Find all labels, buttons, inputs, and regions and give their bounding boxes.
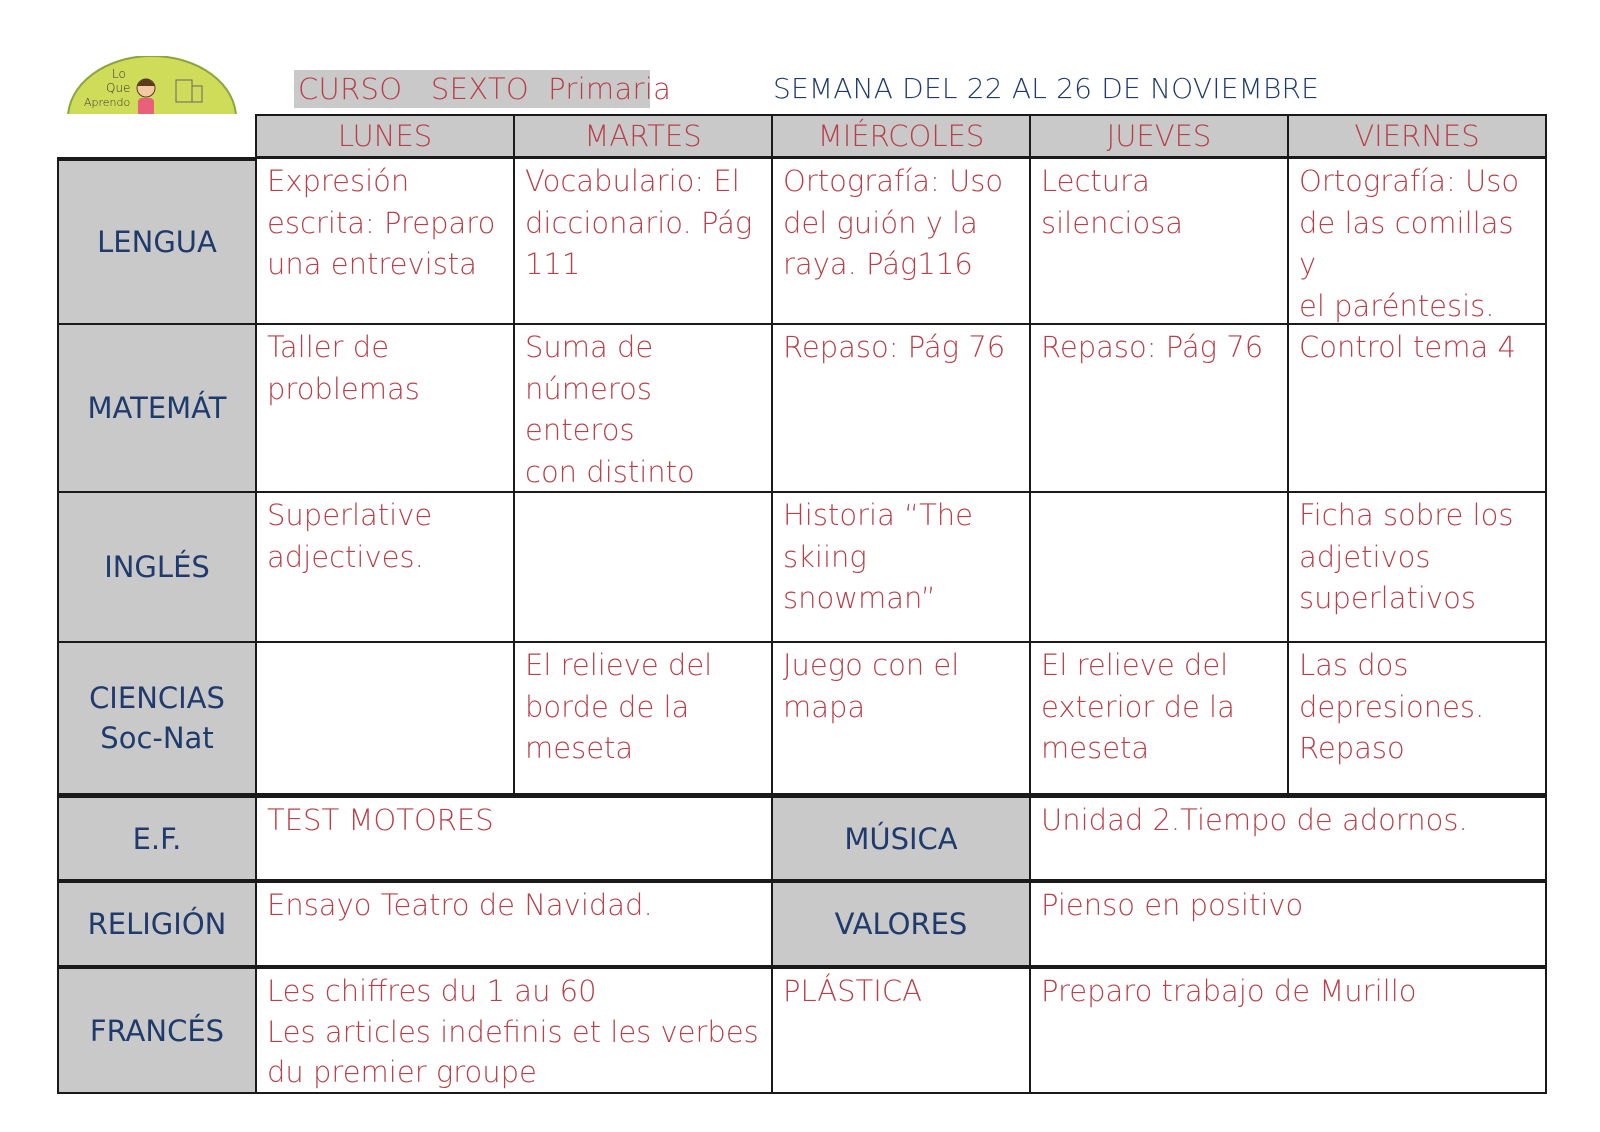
logo-text-3: Aprendo xyxy=(84,96,131,109)
lengua-viernes: Ortografía: Uso de las comillas y el paréntesis. xyxy=(1289,159,1547,325)
ingles-jueves xyxy=(1031,493,1289,643)
subject-matematicas: MATEMÁT xyxy=(57,325,257,493)
ingles-lunes: Superlative adjectives. xyxy=(257,493,515,643)
ciencias-martes: El relieve del borde de la meseta xyxy=(515,643,773,795)
matematicas-miercoles: Repaso: Pág 76 xyxy=(773,325,1031,493)
lengua-martes: Vocabulario: El diccionario. Pág 111 xyxy=(515,159,773,325)
subject-ciencias: CIENCIAS Soc-Nat xyxy=(57,643,257,795)
lengua-lunes: Expresión escrita: Preparo una entrevista xyxy=(257,159,515,325)
day-header-jueves: JUEVES xyxy=(1031,114,1289,159)
subject-valores: VALORES xyxy=(773,881,1031,967)
day-header-miercoles: MIÉRCOLES xyxy=(773,114,1031,159)
ingles-miercoles: Historia “The skiing snowman” xyxy=(773,493,1031,643)
course-label: CURSO SEXTO Primaria xyxy=(294,70,650,108)
day-header-martes: MARTES xyxy=(515,114,773,159)
musica-content: Unidad 2.Tiempo de adornos. xyxy=(1031,795,1547,881)
valores-content: Pienso en positivo xyxy=(1031,881,1547,967)
matematicas-lunes: Taller de problemas xyxy=(257,325,515,493)
lengua-jueves: Lectura silenciosa xyxy=(1031,159,1289,325)
subject-musica: MÚSICA xyxy=(773,795,1031,881)
logo-text-1: Lo xyxy=(112,67,126,81)
ingles-martes xyxy=(515,493,773,643)
religion-content: Ensayo Teatro de Navidad. xyxy=(257,881,773,967)
plastica-content: Preparo trabajo de Murillo xyxy=(1031,967,1547,1094)
ef-content: TEST MOTORES xyxy=(257,795,773,881)
frances-content: Les chiffres du 1 au 60 Les articles indefinis et les verbes du premier groupe xyxy=(257,967,773,1094)
plastica-label: PLÁSTICA xyxy=(773,967,1031,1094)
ingles-viernes: Ficha sobre los adjetivos superlativos xyxy=(1289,493,1547,643)
matematicas-viernes: Control tema 4 xyxy=(1289,325,1547,493)
day-header-lunes: LUNES xyxy=(257,114,515,159)
subject-frances: FRANCÉS xyxy=(57,967,257,1094)
logo-text-2: Que xyxy=(106,81,131,95)
subject-ef: E.F. xyxy=(57,795,257,881)
subject-ingles: INGLÉS xyxy=(57,493,257,643)
week-label: SEMANA DEL 22 AL 26 DE NOVIEMBRE xyxy=(773,72,1320,105)
matematicas-jueves: Repaso: Pág 76 xyxy=(1031,325,1289,493)
ciencias-miercoles: Juego con el mapa xyxy=(773,643,1031,795)
matematicas-martes: Suma de números enteros con distinto xyxy=(515,325,773,493)
subject-lengua: LENGUA xyxy=(57,159,257,325)
ciencias-lunes xyxy=(257,643,515,795)
lengua-miercoles: Ortografía: Uso del guión y la raya. Pág116 xyxy=(773,159,1031,325)
day-header-viernes: VIERNES xyxy=(1289,114,1547,159)
ciencias-jueves: El relieve del exterior de la meseta xyxy=(1031,643,1289,795)
subject-religion: RELIGIÓN xyxy=(57,881,257,967)
schedule-table xyxy=(57,114,1547,1094)
corner-cell xyxy=(57,114,257,159)
ciencias-viernes: Las dos depresiones. Repaso xyxy=(1289,643,1547,795)
